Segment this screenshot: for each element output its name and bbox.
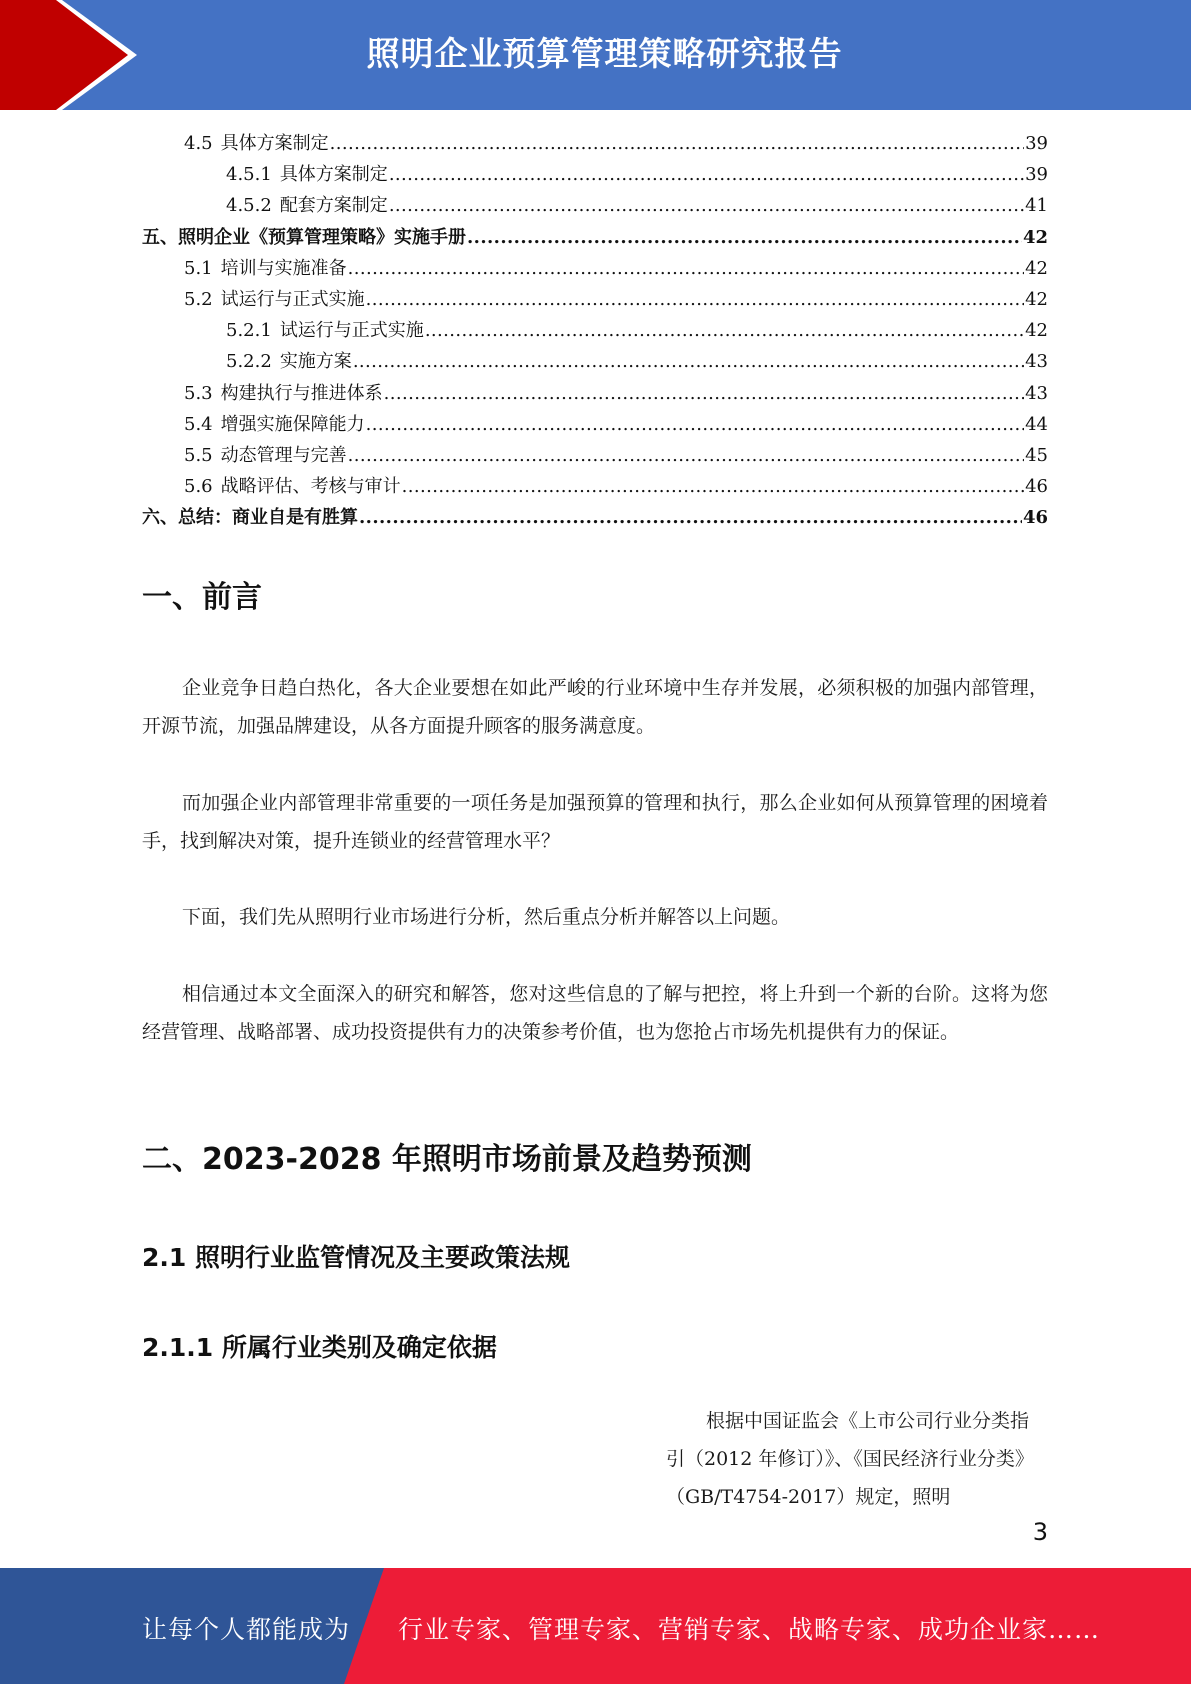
- toc-entry-title: 照明企业《预算管理策略》实施手册: [178, 226, 466, 248]
- toc-entry[interactable]: [142, 190, 1048, 221]
- toc-leader-dots: [353, 346, 1024, 377]
- toc-entry-number: 5.3: [184, 382, 213, 404]
- toc-entry-page: 42: [1022, 226, 1048, 248]
- toc-entry[interactable]: [142, 253, 1048, 284]
- page-number: 3: [1032, 1518, 1048, 1546]
- toc-entry-page: 42: [1025, 320, 1048, 342]
- section-heading-preface: 一、前言: [142, 580, 262, 615]
- toc-entry-page: 42: [1025, 257, 1048, 279]
- toc-leader-dots: [359, 502, 1022, 533]
- toc-entry-page: 46: [1025, 476, 1048, 498]
- toc-entry-title: 构建执行与推进体系: [220, 382, 383, 404]
- toc-entry[interactable]: [142, 222, 1048, 253]
- toc-entry-number: 5.2.2: [226, 351, 272, 373]
- toc-entry-number: 5.2: [184, 288, 213, 310]
- toc-entry-title: 具体方案制定: [220, 133, 329, 154]
- toc-entry-number: 六、: [142, 507, 178, 529]
- toc-entry-title: 配套方案制定: [279, 195, 388, 217]
- toc-entry-number: 4.5: [184, 133, 213, 154]
- toc-entry-number: 4.5.2: [226, 195, 272, 217]
- toc-entry-title: 具体方案制定: [279, 164, 388, 186]
- subsection-heading-industry-category: 2.1.1 所属行业类别及确定依据: [142, 1333, 497, 1362]
- table-of-contents: [142, 128, 1048, 533]
- toc-leader-dots: [467, 222, 1022, 253]
- toc-entry-title: 试运行与正式实施: [279, 320, 424, 342]
- toc-entry[interactable]: [142, 284, 1048, 315]
- paragraph: 而加强企业内部管理非常重要的一项任务是加强预算的管理和执行，那么企业如何从预算管理的困境着手，找到解决对策，提升连锁业的经营管理水平？: [142, 792, 1048, 852]
- toc-entry-page: 39: [1025, 164, 1048, 186]
- report-title: 照明企业预算管理策略研究报告: [366, 34, 843, 73]
- toc-entry[interactable]: [142, 502, 1048, 533]
- toc-entry-page: 41: [1025, 195, 1048, 217]
- toc-entry-page: 43: [1025, 382, 1048, 404]
- toc-entry[interactable]: [142, 315, 1048, 346]
- toc-entry[interactable]: [142, 346, 1048, 377]
- toc-leader-dots: [366, 409, 1024, 440]
- toc-entry-title: 动态管理与完善: [220, 444, 347, 466]
- toc-entry-page: 42: [1025, 288, 1048, 310]
- footer-slogan-right: 行业专家、管理专家、营销专家、战略专家、成功企业家……: [398, 1615, 1101, 1644]
- subsection-heading-regulation: 2.1 照明行业监管情况及主要政策法规: [142, 1243, 570, 1272]
- toc-entry-page: 46: [1022, 507, 1048, 529]
- toc-entry-title: 增强实施保障能力: [220, 413, 365, 435]
- toc-entry-title: 试运行与正式实施: [220, 288, 365, 310]
- toc-entry-title: 战略评估、考核与审计: [220, 476, 401, 498]
- page-footer: [0, 1568, 1191, 1684]
- toc-entry-page: 44: [1025, 413, 1048, 435]
- toc-leader-dots: [330, 128, 1024, 159]
- section-heading-market-outlook: 二、2023-2028 年照明市场前景及趋势预测: [142, 1142, 752, 1177]
- toc-leader-dots: [389, 190, 1024, 221]
- paragraph: 根据中国证监会《上市公司行业分类指引（2012 年修订）》、《国民经济行业分类》（GB/T4754-2017）规定，照明: [666, 1410, 1034, 1508]
- toc-entry-title: 实施方案: [279, 351, 352, 373]
- toc-entry[interactable]: [142, 440, 1048, 471]
- toc-entry[interactable]: [142, 409, 1048, 440]
- toc-entry-title: 培训与实施准备: [220, 257, 347, 279]
- toc-leader-dots: [402, 471, 1024, 502]
- toc-entry-number: 五、: [142, 226, 178, 248]
- toc-entry-page: 45: [1025, 444, 1048, 466]
- toc-leader-dots: [425, 315, 1024, 346]
- toc-entry-page: 39: [1025, 133, 1048, 154]
- toc-entry-number: 4.5.1: [226, 164, 272, 186]
- toc-leader-dots: [348, 440, 1024, 471]
- toc-entry[interactable]: [142, 378, 1048, 409]
- toc-entry-title: 总结：商业自是有胜算: [178, 507, 358, 529]
- toc-entry-number: 5.4: [184, 413, 213, 435]
- toc-leader-dots: [366, 284, 1024, 315]
- paragraph: 企业竞争日趋白热化，各大企业要想在如此严峻的行业环境中生存并发展，必须积极的加强内部管理，开源节流，加强品牌建设，从各方面提升顾客的服务满意度。: [142, 677, 1048, 737]
- toc-entry[interactable]: [142, 471, 1048, 502]
- paragraph: 相信通过本文全面深入的研究和解答，您对这些信息的了解与把控，将上升到一个新的台阶。这将为您经营管理、战略部署、成功投资提供有力的决策参考价值，也为您抢占市场先机提供有力的保证。: [142, 983, 1048, 1043]
- paragraph: 下面，我们先从照明行业市场进行分析，然后重点分析并解答以上问题。: [182, 906, 791, 928]
- toc-entry[interactable]: [142, 159, 1048, 190]
- toc-entry[interactable]: [142, 128, 1048, 159]
- toc-entry-number: 5.5: [184, 444, 213, 466]
- page-header: [0, 0, 1191, 110]
- toc-entry-number: 5.1: [184, 257, 213, 279]
- toc-entry-page: 43: [1025, 351, 1048, 373]
- toc-entry-number: 5.2.1: [226, 320, 272, 342]
- footer-slogan-left: 让每个人都能成为: [142, 1615, 351, 1644]
- toc-leader-dots: [348, 253, 1024, 284]
- toc-leader-dots: [389, 159, 1024, 190]
- toc-entry-number: 5.6: [184, 476, 213, 498]
- toc-leader-dots: [384, 378, 1024, 409]
